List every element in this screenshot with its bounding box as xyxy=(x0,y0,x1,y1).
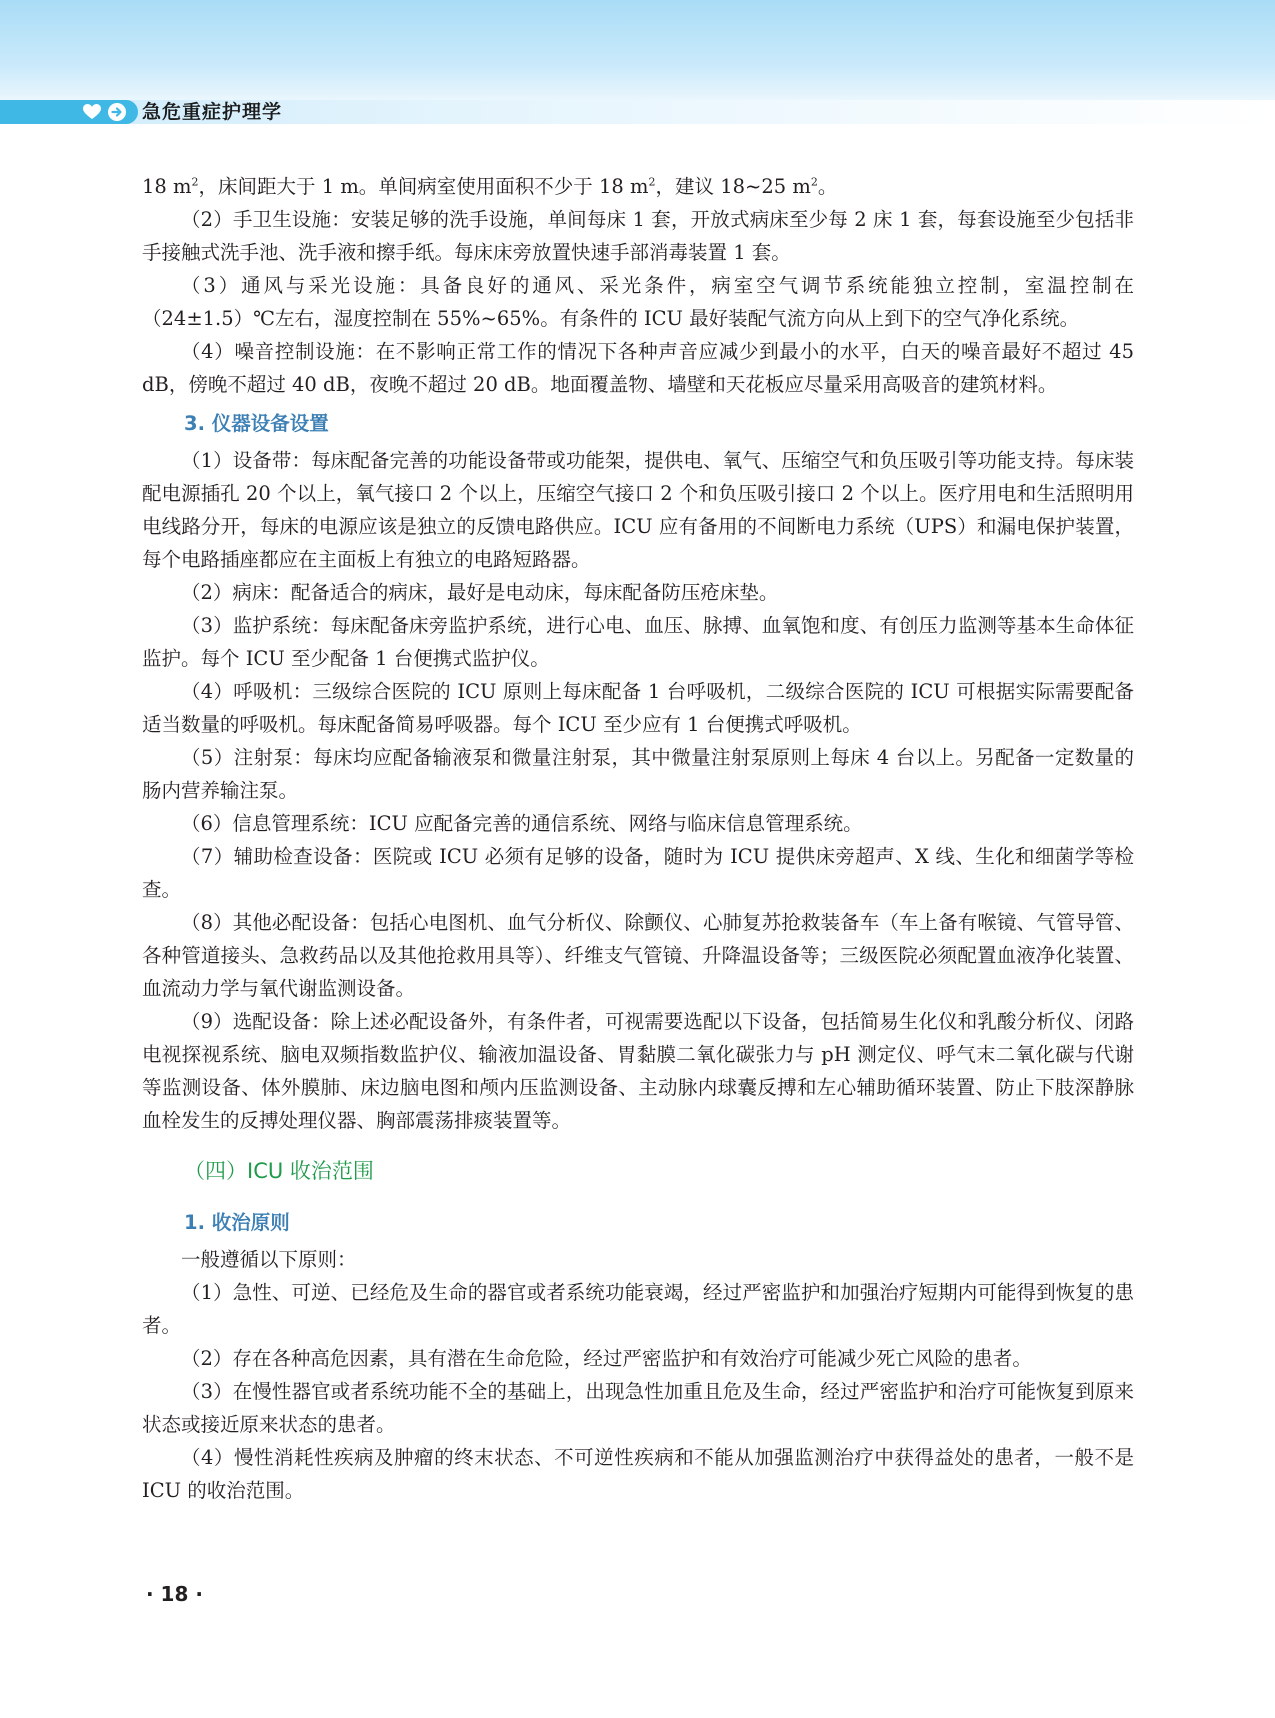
paragraph-bed: （2）病床：配备适合的病床，最好是电动床，每床配备防压疮床垫。 xyxy=(181,581,779,604)
heading-equipment: 3. 仪器设备设置 xyxy=(184,412,329,435)
paragraph-noise: （4）噪音控制设施：在不影响正常工作的情况下各种声音应减少到最小的水平，白天的噪音最好不超过 45 dB，傍晚不超过 40 dB，夜晚不超过 20 dB。地面覆盖物、墙壁和天花板应尽量采用高吸音的建筑材料。 xyxy=(142,340,1134,396)
superscript-2: 2 xyxy=(648,175,656,189)
superscript-2: 2 xyxy=(191,175,199,189)
paragraph-ventilator: （4）呼吸机：三级综合医院的 ICU 原则上每床配备 1 台呼吸机，二级综合医院的 ICU 可根据实际需要配备适当数量的呼吸机。每床配备简易呼吸器。每个 ICU 至少应有 1 台便携式呼吸机。 xyxy=(142,680,1134,736)
heading-icu-scope: （四）ICU 收治范围 xyxy=(184,1159,374,1183)
area-text-3: ，建议 18~25 m xyxy=(655,175,811,198)
page-content xyxy=(142,170,1134,1507)
area-text-1: 18 m xyxy=(142,175,192,198)
paragraph-monitoring: （3）监护系统：每床配备床旁监护系统，进行心电、血压、脉搏、血氧饱和度、有创压力监测等基本生命体征监护。每个 ICU 至少配备 1 台便携式监护仪。 xyxy=(142,614,1134,670)
arrow-right-circle-icon xyxy=(108,103,126,121)
paragraph-area xyxy=(142,170,1134,203)
paragraph-principle-2: （2）存在各种高危因素，具有潜在生命危险，经过严密监护和有效治疗可能减少死亡风险的患者。 xyxy=(181,1347,1032,1370)
superscript-2: 2 xyxy=(810,175,818,189)
paragraph-auxiliary-exam: （7）辅助检查设备：医院或 ICU 必须有足够的设备，随时为 ICU 提供床旁超声、X 线、生化和细菌学等检查。 xyxy=(142,845,1134,901)
paragraph-equipment-band: （1）设备带：每床配备完善的功能设备带或功能架，提供电、氧气、压缩空气和负压吸引等功能支持。每床装配电源插孔 20 个以上，氧气接口 2 个以上，压缩空气接口 2 个和负压吸引接口 2 个以上。医疗用电和生活照明用电线路分开，每床的电源应该是独立的反馈电路供应。ICU 应有备用的不间断电力系统（UPS）和漏电保护装置，每个电路插座都应在主面板上有独立的电路短路器。 xyxy=(142,449,1134,571)
paragraph-principle-1: （1）急性、可逆、已经危及生命的器官或者系统功能衰竭，经过严密监护和加强治疗短期内可能得到恢复的患者。 xyxy=(142,1281,1134,1337)
paragraph-other-equipment: （8）其他必配设备：包括心电图机、血气分析仪、除颤仪、心肺复苏抢救装备车（车上备有喉镜、气管导管、各种管道接头、急救药品以及其他抢救用具等）、纤维支气管镜、升降温设备等；三级医院必须配置血液净化装置、血流动力学与氧代谢监测设备。 xyxy=(142,911,1134,1000)
page-number: · 18 · xyxy=(146,1582,203,1606)
heading-admission-principle: 1. 收治原则 xyxy=(184,1211,290,1234)
book-title: 急危重症护理学 xyxy=(142,101,283,123)
paragraph-ventilation: （3）通风与采光设施：具备良好的通风、采光条件，病室空气调节系统能独立控制，室温控制在（24±1.5）℃左右，湿度控制在 55%~65%。有条件的 ICU 最好装配气流方向从上到下的空气净化系统。 xyxy=(142,274,1134,330)
paragraph-principle-4: （4）慢性消耗性疾病及肿瘤的终末状态、不可逆性疾病和不能从加强监测治疗中获得益处的患者，一般不是 ICU 的收治范围。 xyxy=(142,1446,1134,1502)
area-text-4: 。 xyxy=(817,175,838,198)
paragraph-info-system: （6）信息管理系统：ICU 应配备完善的通信系统、网络与临床信息管理系统。 xyxy=(181,812,863,835)
area-text-2: ，床间距大于 1 m。单间病室使用面积不少于 18 m xyxy=(198,175,649,198)
heart-icon xyxy=(83,104,101,120)
paragraph-optional-equipment: （9）选配设备：除上述必配设备外，有条件者，可视需要选配以下设备，包括简易生化仪和乳酸分析仪、闭路电视探视系统、脑电双频指数监护仪、输液加温设备、胃黏膜二氧化碳张力与 pH 测定仪、呼气末二氧化碳与代谢等监测设备、体外膜肺、床边脑电图和颅内压监测设备、主动脉内球囊反搏和左心辅助循环装置、防止下肢深静脉血栓发生的反搏处理仪器、胸部震荡排痰装置等。 xyxy=(142,1010,1134,1132)
paragraph-infusion-pump: （5）注射泵：每床均应配备输液泵和微量注射泵，其中微量注射泵原则上每床 4 台以上。另配备一定数量的肠内营养输注泵。 xyxy=(142,746,1134,802)
paragraph-hand-hygiene: （2）手卫生设施：安装足够的洗手设施，单间每床 1 套，开放式病床至少每 2 床 1 套，每套设施至少包括非手接触式洗手池、洗手液和擦手纸。每床床旁放置快速手部消毒装置 1 套。 xyxy=(142,208,1134,264)
paragraph-principle-3: （3）在慢性器官或者系统功能不全的基础上，出现急性加重且危及生命，经过严密监护和治疗可能恢复到原来状态或接近原来状态的患者。 xyxy=(142,1380,1134,1436)
paragraph-principle-intro: 一般遵循以下原则： xyxy=(181,1248,357,1271)
